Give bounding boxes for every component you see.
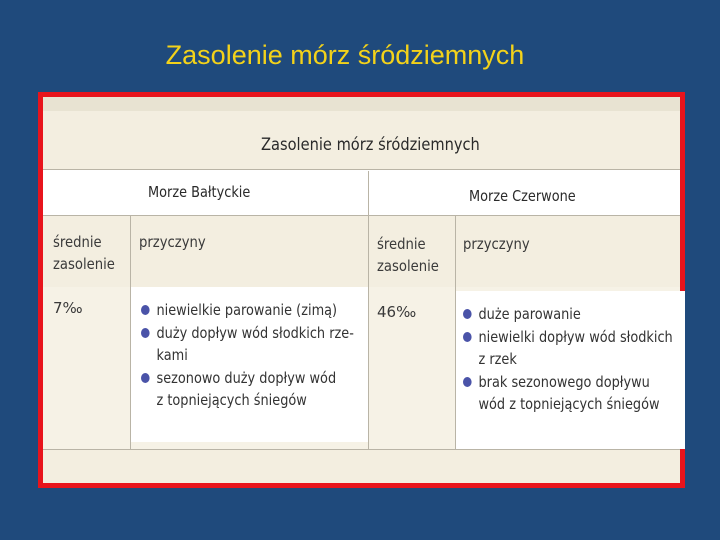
divider <box>368 171 369 449</box>
baltic-reasons-list <box>141 299 354 412</box>
sea-header-row <box>43 169 680 215</box>
bullet-icon <box>141 373 150 383</box>
red-salinity-label: średnie zasolenie <box>377 235 439 275</box>
divider <box>43 169 680 170</box>
divider <box>43 449 680 450</box>
list-item: niewielki dopływ wód słodkich z rzek <box>463 326 673 370</box>
paper-top-strip <box>43 97 680 111</box>
table-title: Zasolenie mórz śródziemnych <box>261 135 480 155</box>
list-item: duże parowanie <box>463 303 673 325</box>
baltic-reasons-label: przyczyny <box>139 233 206 251</box>
bullet-icon <box>463 332 472 342</box>
list-item: duży dopływ wód słodkich rze- kami <box>141 322 354 366</box>
table-paper <box>43 97 680 483</box>
baltic-salinity-value: 7‰ <box>53 299 83 317</box>
bullet-icon <box>463 309 472 319</box>
list-item: sezonowo duży dopływ wód z topniejących śniegów <box>141 367 354 411</box>
red-salinity-value: 46‰ <box>377 303 417 321</box>
red-reasons-list <box>463 303 673 416</box>
list-item: niewielkie parowanie (zimą) <box>141 299 354 321</box>
bullet-icon <box>141 305 150 315</box>
bullet-icon <box>463 377 472 387</box>
slide-title: Zasolenie mórz śródziemnych <box>165 40 525 70</box>
bullet-icon <box>141 328 150 338</box>
red-sea-header: Morze Czerwone <box>469 187 576 205</box>
red-reasons-label: przyczyny <box>463 235 530 253</box>
list-item: brak sezonowego dopływu wód z topniejących śniegów <box>463 371 673 415</box>
baltic-salinity-label: średnie zasolenie <box>53 233 115 273</box>
table-photo <box>38 92 685 488</box>
baltic-sea-header: Morze Bałtyckie <box>148 183 251 201</box>
divider <box>130 215 131 449</box>
divider <box>455 215 456 449</box>
divider <box>43 215 680 216</box>
